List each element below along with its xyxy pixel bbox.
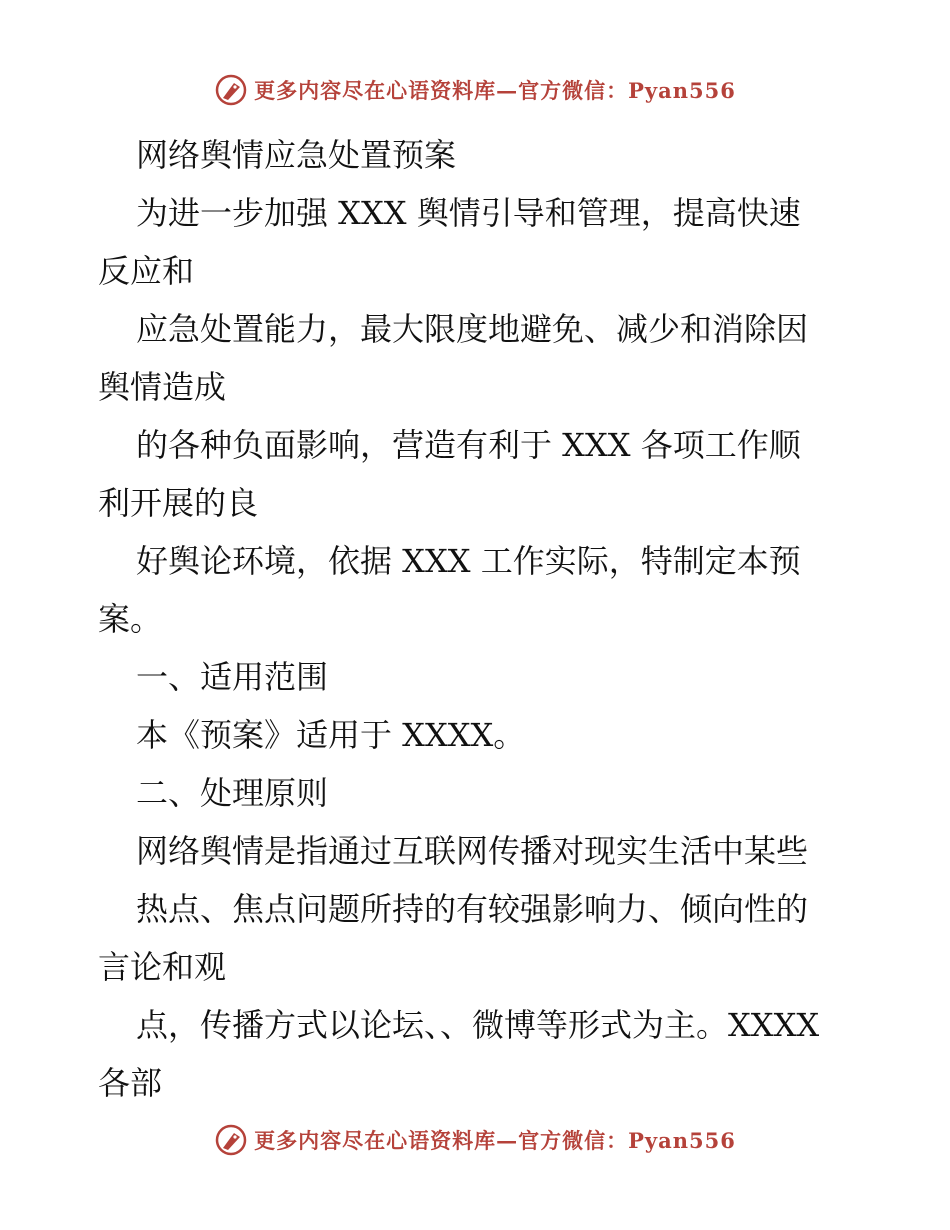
pen-nib-logo-icon xyxy=(214,1123,248,1157)
paragraph-line: 利开展的良 xyxy=(98,484,259,522)
document-body xyxy=(0,126,950,1112)
section-heading: 一、适用范围 xyxy=(136,658,329,696)
paragraph-line: 应急处置能力，最大限度地避免、减少和消除因 xyxy=(136,310,809,348)
document-title: 网络舆情应急处置预案 xyxy=(136,136,457,174)
watermark-banner-bottom xyxy=(0,1120,950,1160)
paragraph-line: 舆情造成 xyxy=(98,368,227,406)
paragraph-line: 各部 xyxy=(98,1064,163,1102)
watermark-text: 更多内容尽在心语资料库—官方微信：Pyan556 xyxy=(254,78,736,103)
watermark-text: 更多内容尽在心语资料库—官方微信：Pyan556 xyxy=(254,1128,736,1153)
paragraph-line: 案。 xyxy=(98,600,163,638)
section-heading: 二、处理原则 xyxy=(136,774,329,812)
paragraph-line: 本《预案》适用于 XXXX。 xyxy=(136,716,526,754)
paragraph-line: 好舆论环境，依据 XXX 工作实际，特制定本预 xyxy=(136,542,801,580)
paragraph-line: 为进一步加强 XXX 舆情引导和管理，提高快速 xyxy=(136,194,801,232)
watermark-banner-top xyxy=(0,70,950,110)
paragraph-line: 网络舆情是指通过互联网传播对现实生活中某些 xyxy=(136,832,809,870)
paragraph-line: 的各种负面影响，营造有利于 XXX 各项工作顺 xyxy=(136,426,801,464)
pen-nib-logo-icon xyxy=(214,73,248,107)
paragraph-line: 点，传播方式以论坛、、微博等形式为主。XXXX xyxy=(136,1006,820,1044)
paragraph-line: 热点、焦点问题所持的有较强影响力、倾向性的 xyxy=(136,890,809,928)
paragraph-line: 言论和观 xyxy=(98,948,227,986)
paragraph-line: 反应和 xyxy=(98,252,195,290)
